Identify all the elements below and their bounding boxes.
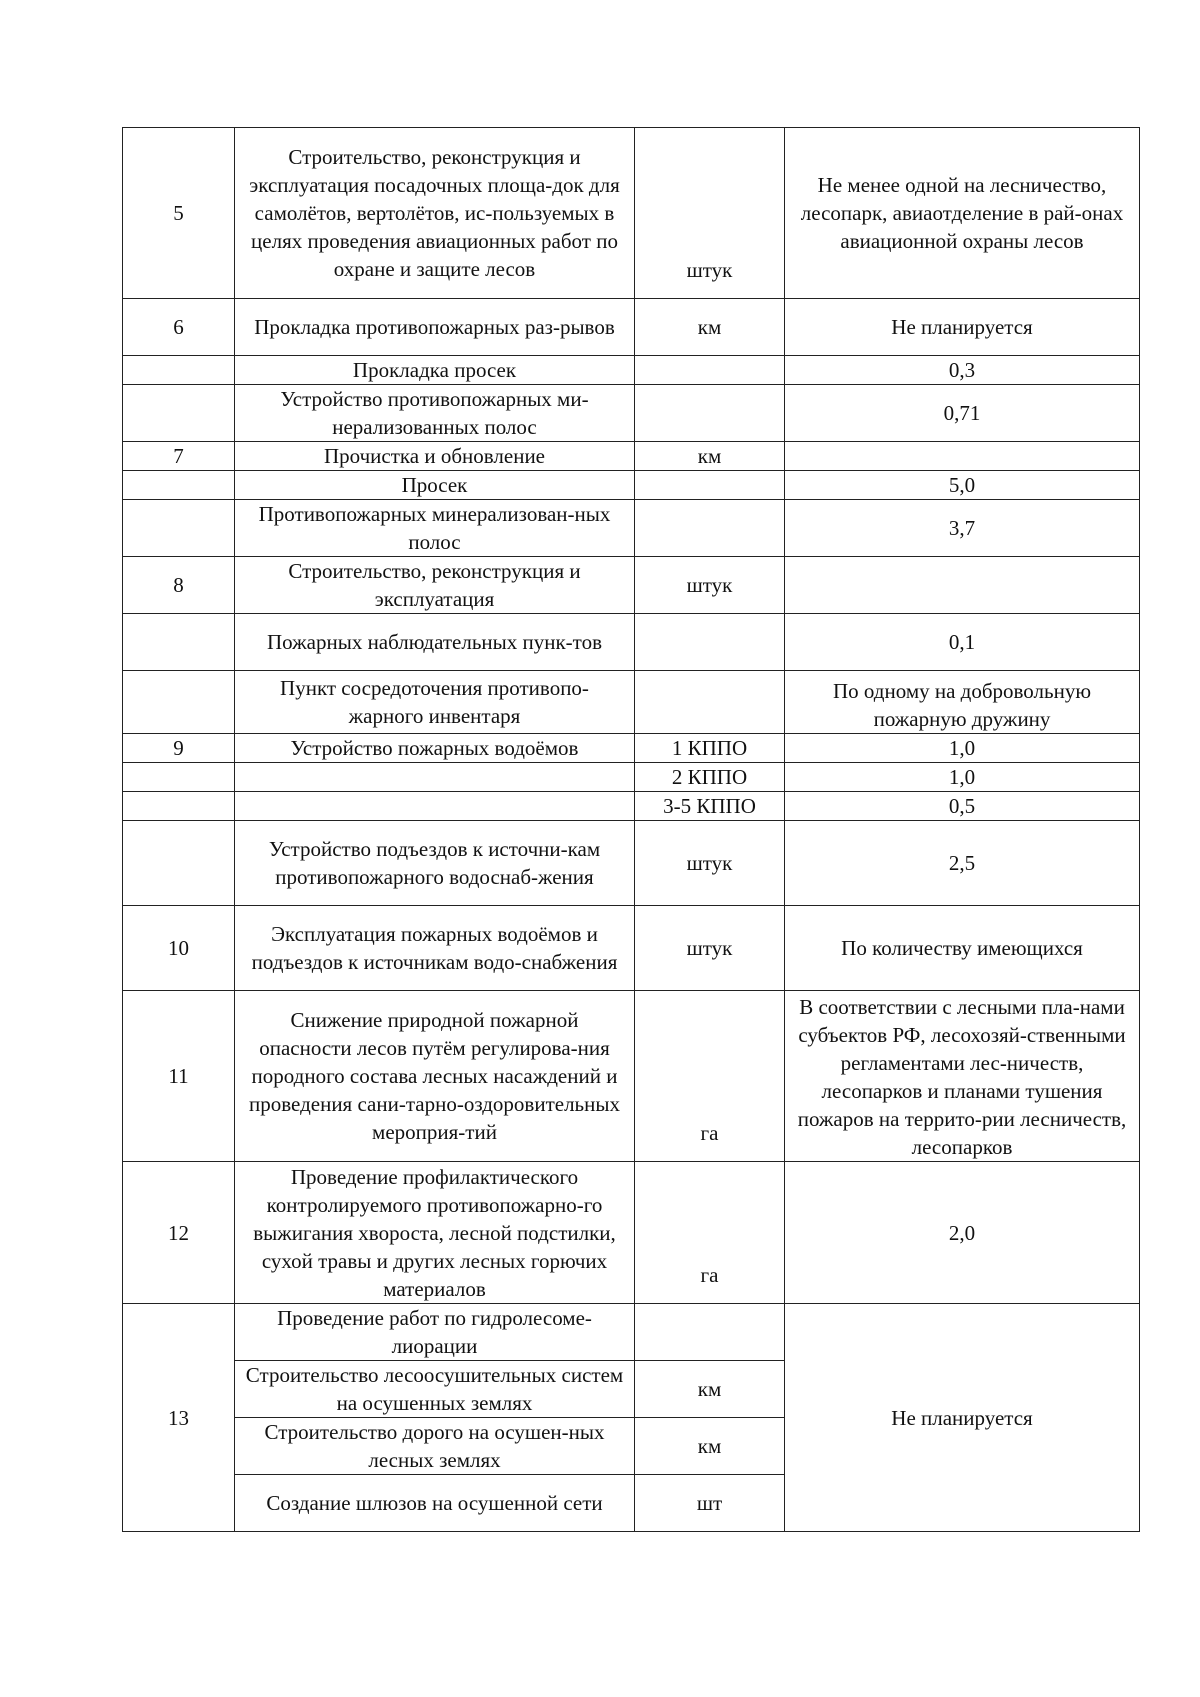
unit-cell: [635, 385, 785, 442]
measure-name: Строительство, реконструкция и эксплуатация посадочных площа-док для самолётов, вертолётов, ис-пользуемых в целях проведения авиационных работ по охране и защите лесов: [235, 128, 635, 299]
measure-name: Проведение профилактического контролируемого противопожарно-го выжигания хвороста, лесной подстилки, сухой травы и других лесных горючих материалов: [235, 1162, 635, 1304]
unit-cell: 1 КППО: [635, 734, 785, 763]
unit-cell: [635, 471, 785, 500]
unit-cell: км: [635, 1361, 785, 1418]
unit-cell: [635, 500, 785, 557]
measure-name: Строительство лесоосушительных систем на осушенных землях: [235, 1361, 635, 1418]
row-number: [123, 471, 235, 500]
table-row: [123, 991, 1140, 1162]
row-number: [123, 763, 235, 792]
value-cell: 3,7: [785, 500, 1140, 557]
unit-cell: [635, 614, 785, 671]
unit-cell: штук: [635, 128, 785, 299]
measure-name: Прокладка противопожарных раз-рывов: [235, 299, 635, 356]
table-row: [123, 821, 1140, 906]
unit-cell: км: [635, 299, 785, 356]
measure-name: Снижение природной пожарной опасности лесов путём регулирова-ния породного состава лесных насаждений и проведения сани-тарно-оздоровительных мероприя-тий: [235, 991, 635, 1162]
unit-cell: штук: [635, 906, 785, 991]
measure-name: Устройство подъездов к источни-кам противопожарного водоснаб-жения: [235, 821, 635, 906]
row-number: 9: [123, 734, 235, 763]
table-row: [123, 671, 1140, 734]
row-number: [123, 614, 235, 671]
row-number: [123, 500, 235, 557]
measures-table: [122, 127, 1140, 1532]
row-number: 5: [123, 128, 235, 299]
table-row: [123, 792, 1140, 821]
measure-name: Противопожарных минерализован-ных полос: [235, 500, 635, 557]
measure-name: Пункт сосредоточения противопо-жарного инвентаря: [235, 671, 635, 734]
measure-name: Пожарных наблюдательных пунк-тов: [235, 614, 635, 671]
table-row: [123, 299, 1140, 356]
value-cell: [785, 557, 1140, 614]
value-cell: Не планируется: [785, 1304, 1140, 1532]
row-number: 7: [123, 442, 235, 471]
measure-name: Эксплуатация пожарных водоёмов и подъездов к источникам водо-снабжения: [235, 906, 635, 991]
row-number: [123, 385, 235, 442]
measure-name: [235, 763, 635, 792]
value-cell: Не менее одной на лесничество, лесопарк, авиаотделение в рай-онах авиационной охраны лесов: [785, 128, 1140, 299]
table-row: [123, 614, 1140, 671]
value-cell: 2,0: [785, 1162, 1140, 1304]
row-number: [123, 792, 235, 821]
row-number: 6: [123, 299, 235, 356]
row-number: 8: [123, 557, 235, 614]
row-number: [123, 821, 235, 906]
table-row: [123, 557, 1140, 614]
value-cell: [785, 442, 1140, 471]
table-row: [123, 385, 1140, 442]
measure-name: Прокладка просек: [235, 356, 635, 385]
unit-cell: га: [635, 1162, 785, 1304]
unit-cell: км: [635, 1418, 785, 1475]
measure-name: [235, 792, 635, 821]
table-row: [123, 500, 1140, 557]
unit-cell: [635, 671, 785, 734]
unit-cell: [635, 356, 785, 385]
value-cell: По количеству имеющихся: [785, 906, 1140, 991]
value-cell: 5,0: [785, 471, 1140, 500]
table-row: [123, 763, 1140, 792]
value-cell: 1,0: [785, 763, 1140, 792]
unit-cell: штук: [635, 557, 785, 614]
unit-cell: 2 КППО: [635, 763, 785, 792]
value-cell: 2,5: [785, 821, 1140, 906]
value-cell: 0,3: [785, 356, 1140, 385]
unit-cell: га: [635, 991, 785, 1162]
row-number: [123, 356, 235, 385]
table-row: [123, 442, 1140, 471]
table-row: [123, 906, 1140, 991]
measure-name: Создание шлюзов на осушенной сети: [235, 1475, 635, 1532]
table-row: [123, 1162, 1140, 1304]
measure-name: Устройство противопожарных ми-нерализованных полос: [235, 385, 635, 442]
table-row: [123, 1304, 1140, 1361]
value-cell: В соответствии с лесными пла-нами субъектов РФ, лесохозяй-ственными регламентами лес-ничеств, лесопарков и планами тушения пожаров на террито-рии лесничеств, лесопарков: [785, 991, 1140, 1162]
value-cell: По одному на добровольную пожарную дружину: [785, 671, 1140, 734]
row-number: [123, 671, 235, 734]
measure-name: Строительство, реконструкция и эксплуатация: [235, 557, 635, 614]
value-cell: 0,5: [785, 792, 1140, 821]
value-cell: 0,71: [785, 385, 1140, 442]
table-row: [123, 734, 1140, 763]
unit-cell: 3-5 КППО: [635, 792, 785, 821]
unit-cell: [635, 1304, 785, 1361]
measure-name: Проведение работ по гидролесоме-лиорации: [235, 1304, 635, 1361]
unit-cell: км: [635, 442, 785, 471]
table-row: [123, 356, 1140, 385]
measure-name: Устройство пожарных водоёмов: [235, 734, 635, 763]
value-cell: Не планируется: [785, 299, 1140, 356]
unit-cell: штук: [635, 821, 785, 906]
table-row: [123, 128, 1140, 299]
row-number: 10: [123, 906, 235, 991]
row-number: 11: [123, 991, 235, 1162]
measure-name: Строительство дорого на осушен-ных лесных землях: [235, 1418, 635, 1475]
unit-cell: шт: [635, 1475, 785, 1532]
value-cell: 1,0: [785, 734, 1140, 763]
measure-name: Прочистка и обновление: [235, 442, 635, 471]
measure-name: Просек: [235, 471, 635, 500]
row-number: 13: [123, 1304, 235, 1532]
value-cell: 0,1: [785, 614, 1140, 671]
table-row: [123, 471, 1140, 500]
row-number: 12: [123, 1162, 235, 1304]
